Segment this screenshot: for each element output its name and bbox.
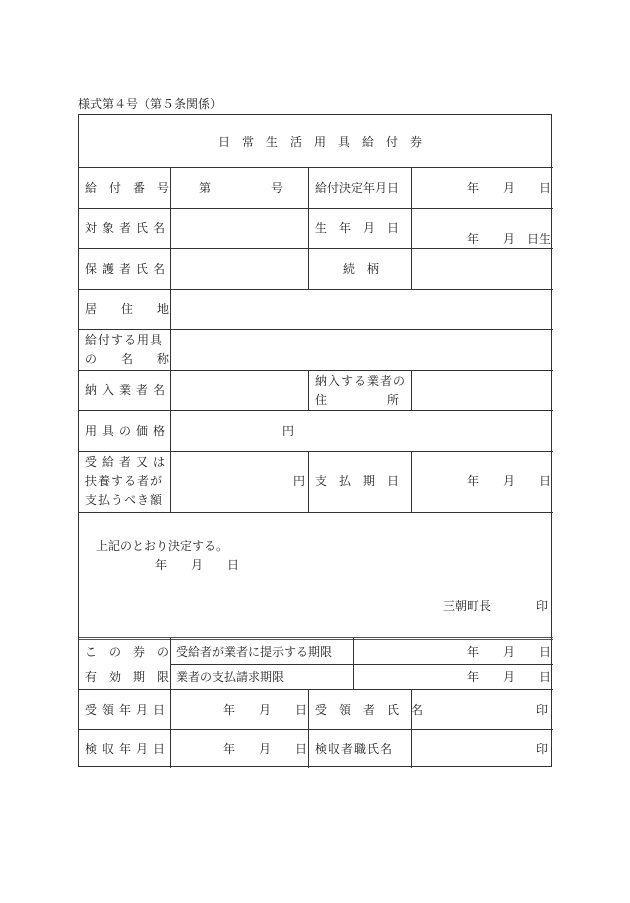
- row-divider: [79, 248, 553, 249]
- row-divider: [79, 689, 553, 690]
- col-divider: [308, 689, 309, 768]
- copay-label-line1: 受給者又は: [85, 455, 171, 469]
- col-divider: [308, 248, 309, 289]
- equipment-label-line1: 給付する用具: [85, 333, 164, 347]
- validity-date-presentation: 年 月 日: [467, 645, 552, 659]
- inspector-name-label: 検収者職氏名: [315, 742, 394, 756]
- form-caption: 様式第４号（第５条関係）: [78, 97, 223, 111]
- row-divider: [79, 167, 553, 168]
- supplier-label: 納入業者名: [85, 383, 171, 397]
- supplier-address-label-line2: 住 所: [315, 393, 400, 407]
- birth-date-label: 生 年 月 日: [315, 221, 400, 235]
- col-divider: [411, 167, 412, 248]
- number-label: 給 付 番 号: [85, 181, 170, 195]
- copay-label-line2: 扶養する者が: [85, 474, 164, 488]
- row-divider: [171, 664, 553, 665]
- validity-label-line1: こ の 券 の: [85, 645, 170, 659]
- address-label: 居 住 地: [85, 302, 170, 316]
- copay-label-line3: 支払うべき額: [85, 493, 164, 507]
- col-divider: [411, 689, 412, 768]
- supplier-address-label-line1: 納入する業者の: [315, 374, 407, 388]
- col-divider: [170, 167, 171, 512]
- relation-label: 続 柄: [343, 262, 380, 276]
- row-divider: [79, 729, 553, 730]
- receipt-date-value: 年 月 日: [223, 703, 308, 717]
- col-divider: [308, 167, 309, 248]
- inspection-date-value: 年 月 日: [223, 742, 308, 756]
- col-divider: [411, 451, 412, 512]
- subject-name-label: 対象者氏名: [85, 221, 171, 235]
- validity-date-billing: 年 月 日: [467, 670, 552, 684]
- col-divider: [170, 638, 171, 768]
- inspector-seal: 印: [536, 742, 549, 756]
- col-divider: [353, 638, 354, 689]
- form-title: 日 常 生 活 用 具 給 付 券: [218, 135, 423, 149]
- col-divider: [411, 370, 412, 410]
- number-prefix: 第: [199, 181, 212, 195]
- equipment-label-line2: の 名 称: [85, 352, 170, 366]
- birth-date-value: 年 月 日生: [467, 232, 552, 246]
- col-divider: [411, 248, 412, 289]
- receiver-name-label: 受 領 者 氏 名: [315, 703, 424, 717]
- decision-date-value: 年 月 日: [467, 181, 552, 195]
- benefit-voucher-form: [78, 114, 552, 767]
- col-divider: [308, 451, 309, 512]
- col-divider: [308, 370, 309, 410]
- validity-item-billing: 業者の支払請求期限: [176, 670, 285, 684]
- price-unit: 円: [282, 424, 295, 438]
- row-divider: [79, 329, 553, 330]
- payment-due-label: 支 払 期 日: [315, 474, 400, 488]
- copay-unit: 円: [293, 474, 306, 488]
- double-divider: [79, 637, 553, 640]
- inspection-date-label: 検収年月日: [85, 742, 171, 756]
- row-divider: [79, 208, 553, 209]
- decision-date: 年 月 日: [155, 558, 240, 572]
- payment-due-value: 年 月 日: [467, 474, 552, 488]
- decision-statement: 上記のとおり決定する。: [96, 539, 229, 553]
- mayor-title: 三朝町長: [443, 599, 492, 613]
- row-divider: [79, 512, 553, 513]
- row-divider: [79, 289, 553, 290]
- receiver-seal: 印: [536, 703, 549, 717]
- price-label: 用具の価格: [85, 424, 171, 438]
- receipt-date-label: 受領年月日: [85, 703, 171, 717]
- row-divider: [79, 410, 553, 411]
- validity-item-presentation: 受給者が業者に提示する期限: [176, 645, 333, 659]
- validity-label-line2: 有 効 期 限: [85, 670, 170, 684]
- row-divider: [79, 451, 553, 452]
- mayor-seal: 印: [536, 599, 549, 613]
- decision-date-label: 給付決定年月日: [315, 181, 400, 195]
- guardian-name-label: 保護者氏名: [85, 262, 171, 276]
- number-suffix: 号: [271, 181, 284, 195]
- row-divider: [79, 370, 553, 371]
